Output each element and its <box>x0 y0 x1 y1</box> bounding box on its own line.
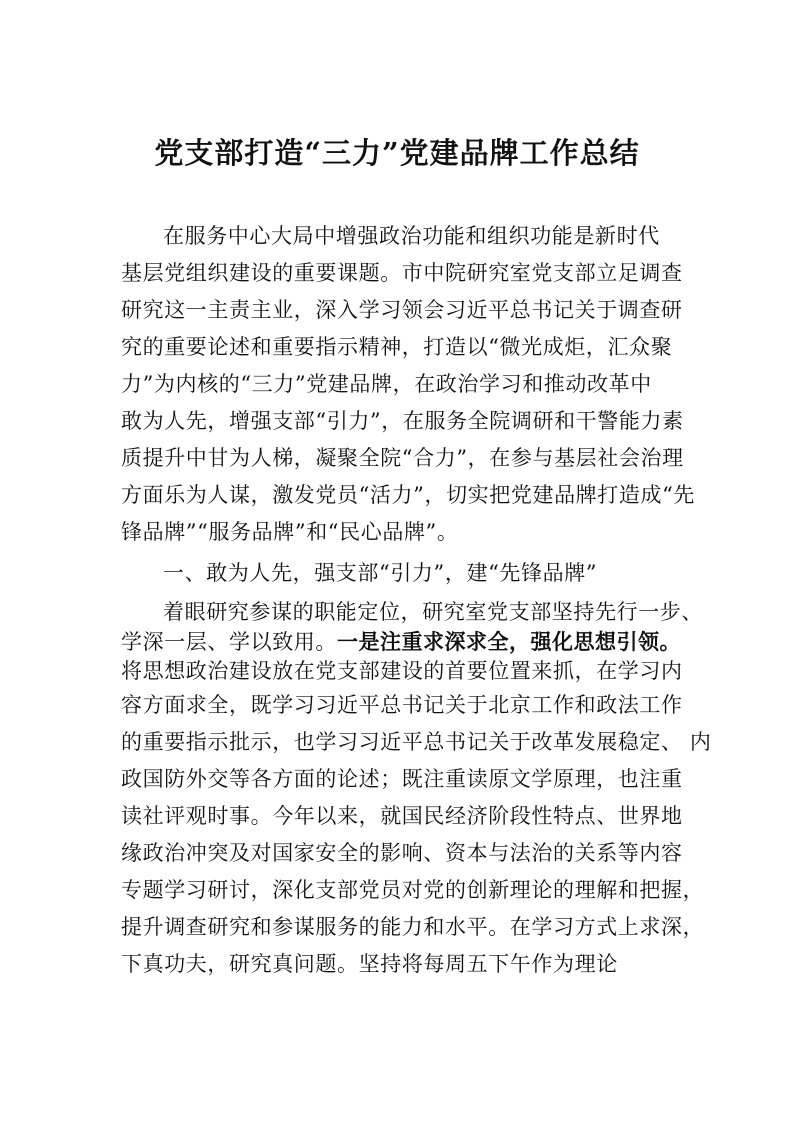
paragraph-line: 将思想政治建设放在党支部建设的首要位置来抓，在学习内 <box>121 659 683 683</box>
paragraph-line: 专题学习研讨，深化支部党员对党的创新理论的理解和把握， <box>121 878 705 902</box>
bold-subheading: 一是注重求深求全，强化思想引领。 <box>337 630 681 654</box>
paragraph-line: 锋品牌”“服务品牌”和“民心品牌”。 <box>121 520 459 544</box>
paragraph-line: 着眼研究参谋的职能定位，研究室党支部坚持先行一步、 <box>163 600 703 624</box>
paragraph-line: 基层党组织建设的重要课题。市中院研究室党支部立足调查 <box>121 261 683 285</box>
section-heading: 一、敢为人先，强支部“引力”，建“先锋品牌” <box>163 561 598 585</box>
paragraph-line: 在服务中心大局中增强政治功能和组织功能是新时代 <box>163 224 660 248</box>
paragraph-line: 提升调查研究和参谋服务的能力和水平。在学习方式上求深， <box>121 915 705 939</box>
paragraph-line-mixed <box>121 627 681 657</box>
paragraph-line: 容方面求全，既学习习近平总书记关于北京工作和政法工作 <box>121 693 683 717</box>
paragraph-line: 研究这一主责主业，深入学习领会习近平总书记关于调查研 <box>121 298 683 322</box>
paragraph-line: 的重要指示批示，也学习习近平总书记关于改革发展稳定、 内 <box>121 730 712 754</box>
paragraph-line: 究的重要论述和重要指示精神，打造以“微光成炬，汇众聚 <box>121 335 673 359</box>
paragraph-line: 方面乐为人谋，激发党员“活力”，切实把党建品牌打造成“先 <box>121 483 696 507</box>
paragraph-line: 质提升中甘为人梯，凝聚全院“合力”，在参与基层社会治理 <box>121 446 684 470</box>
paragraph-line: 政国防外交等各方面的论述；既注重读原文学原理，也注重 <box>121 767 683 791</box>
paragraph-line: 力”为内核的“三力”党建品牌，在政治学习和推动改革中 <box>121 372 652 396</box>
paragraph-line: 敢为人先，增强支部“引力”，在服务全院调研和干警能力素 <box>121 409 684 433</box>
paragraph-line: 读社评观时事。今年以来，就国民经济阶段性特点、世界地 <box>121 804 683 828</box>
paragraph-line: 缘政治冲突及对国家安全的影响、资本与法治的关系等内容 <box>121 841 683 865</box>
paragraph-line: 下真功夫，研究真问题。坚持将每周五下午作为理论 <box>121 952 618 976</box>
document-title: 党支部打造“三力”党建品牌工作总结 <box>154 136 640 170</box>
paragraph-text: 学深一层、学以致用。 <box>121 630 337 654</box>
